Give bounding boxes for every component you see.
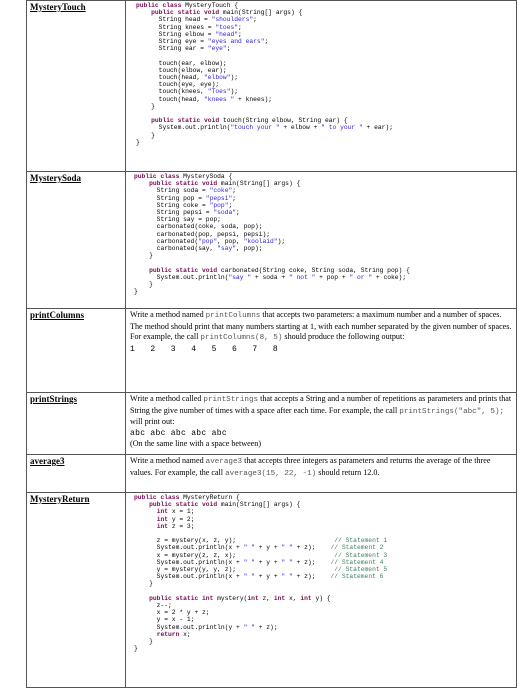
code-line: z = mystery(x, z, y); // Statement 1	[134, 537, 388, 545]
problem-label: MysterySoda	[30, 173, 81, 183]
problem-description	[126, 309, 516, 356]
code-line: String head = "shoulders";	[136, 16, 257, 24]
code-line: touch(eye, eye);	[136, 81, 220, 89]
description-cell	[126, 455, 517, 493]
code-line: int z = 3;	[156, 522, 195, 530]
code-line: System.out.println("touch your " + elbow + " to your " + ear);	[136, 124, 393, 132]
problem-description	[126, 393, 516, 451]
table-row	[27, 309, 517, 393]
example-call: printStrings("abc", 5);	[399, 407, 505, 416]
table-row	[27, 393, 517, 455]
method-name: average3	[205, 458, 243, 466]
row-label-cell	[27, 455, 126, 493]
code-line: public static void main(String[] args) {	[151, 9, 303, 17]
code-cell	[126, 172, 517, 309]
output-note: (On the same line with a space between)	[130, 439, 262, 449]
code-block	[126, 1, 516, 147]
desc-text: Write a method called	[130, 394, 204, 403]
code-line: System.out.println(x + " " + y + " " + z); // Statement 6	[134, 573, 384, 581]
code-block	[126, 172, 516, 296]
problem-label: printColumns	[30, 310, 85, 320]
problem-description	[126, 455, 516, 480]
row-label-cell	[27, 309, 126, 393]
problem-label: printStrings	[30, 394, 78, 404]
code-line: y = x - 1;	[134, 616, 195, 624]
code-line: public static void main(String[] args) {	[149, 501, 301, 509]
code-line: String knees = "toes";	[136, 23, 242, 31]
code-line: x = mystery(z, z, x); // Statement 3	[134, 551, 388, 559]
code-line: }	[136, 131, 155, 139]
desc-text: Write a method named	[130, 310, 206, 319]
code-line: System.out.println(y + " " + z);	[134, 623, 278, 631]
desc-text: should return 12.0.	[316, 467, 380, 477]
code-line: carbonated(pop, pepsi, pepsi);	[134, 230, 271, 238]
row-label-cell	[27, 172, 126, 309]
method-name: printColumns	[205, 312, 261, 320]
code-line: touch(head, "knees " + knees);	[136, 95, 273, 103]
problem-table	[26, 0, 517, 688]
row-label-cell	[27, 493, 126, 688]
sample-output: 1 2 3 4 5 6 7 8	[130, 344, 278, 354]
method-name: printStrings	[203, 396, 259, 404]
code-line: }	[136, 138, 140, 146]
code-line: String elbow = "head";	[136, 30, 242, 38]
code-line: carbonated("pop", pop, "koolaid");	[134, 237, 286, 245]
code-line: String pop = "pepsi";	[134, 194, 237, 202]
problem-label: MysteryReturn	[30, 494, 90, 504]
code-line: public static int mystery(int z, int x, int y) {	[149, 594, 331, 602]
desc-text: that accepts three integers as parameters and returns the average of the three values. For example, the call	[130, 456, 491, 477]
table-row	[27, 1, 517, 172]
code-line: }	[134, 288, 138, 296]
sample-output: abc abc abc abc abc	[130, 428, 227, 438]
table-row	[27, 493, 517, 688]
code-line: public class MysteryTouch {	[136, 2, 239, 9]
code-line: int y = 2;	[156, 515, 195, 523]
code-line: touch(ear, elbow);	[136, 59, 227, 67]
code-line: touch(head, "elbow");	[136, 74, 239, 82]
code-line: String eye = "eyes and ears";	[136, 38, 269, 46]
code-line: carbonated(say, "say", pop);	[134, 245, 263, 253]
code-line: touch(knees, "Toes");	[136, 88, 239, 96]
desc-text: Write a method named	[130, 456, 206, 465]
example-call: printColumns(8, 5)	[200, 334, 283, 343]
desc-text: will print out:	[130, 417, 175, 427]
code-line: System.out.println(x + " " + y + " " + z); // Statement 2	[134, 544, 384, 552]
code-line: public static void carbonated(String coke, String soda, String pop) {	[149, 266, 410, 274]
problem-label: average3	[30, 456, 65, 466]
code-line: }	[134, 281, 153, 289]
row-label-cell	[27, 393, 126, 455]
code-line: int x = 1;	[156, 508, 195, 516]
code-line: String say = pop;	[134, 216, 221, 224]
code-line: }	[134, 645, 138, 653]
table-row	[27, 172, 517, 309]
code-line: touch(elbow, ear);	[136, 66, 227, 74]
code-line: }	[136, 102, 155, 110]
code-line: return x;	[156, 630, 191, 638]
code-line: public static void touch(String elbow, String ear) {	[151, 117, 348, 125]
code-block	[126, 493, 516, 653]
desc-text: that accepts a String and a number of repetitions as parameters and prints that String the give number of times with a space after each time. For example, the call	[130, 394, 512, 415]
desc-text: should produce the following output:	[282, 332, 405, 342]
code-line: public static void main(String[] args) {	[149, 180, 301, 188]
code-line: public class MysteryReturn {	[134, 494, 240, 501]
code-line: public class MysterySoda {	[134, 173, 233, 180]
code-line: }	[134, 638, 153, 646]
desc-text: that accepts two parameters: a maximum number and a number of spaces. The method should print that many numbers starting at 1, with each number separated by the given number of spaces. For example, the call	[130, 310, 512, 342]
code-line: String pepsi = "soda";	[134, 209, 240, 217]
problem-label: MysteryTouch	[30, 2, 86, 12]
code-line: System.out.println("say " + soda + " not " + pop + " or " + coke);	[134, 273, 407, 281]
code-line: String ear = "eye";	[136, 45, 231, 53]
description-cell	[126, 393, 517, 455]
code-cell	[126, 493, 517, 688]
row-label-cell	[27, 1, 126, 172]
code-line: }	[134, 252, 153, 260]
code-line: z--;	[134, 602, 172, 610]
code-line: String coke = "pop";	[134, 201, 233, 209]
code-cell	[126, 1, 517, 172]
table-row	[27, 455, 517, 493]
code-line: String soda = "coke";	[134, 187, 237, 195]
code-line: carbonated(coke, soda, pop);	[134, 223, 263, 231]
description-cell	[126, 309, 517, 393]
code-line: }	[134, 580, 153, 588]
code-line: System.out.println(x + " " + y + " " + z); // Statement 4	[134, 558, 384, 566]
code-line: x = 2 * y + z;	[134, 609, 210, 617]
code-line: y = mystery(y, y, z); // Statement 5	[134, 566, 388, 574]
example-call: average3(15, 22, -1)	[225, 469, 317, 478]
